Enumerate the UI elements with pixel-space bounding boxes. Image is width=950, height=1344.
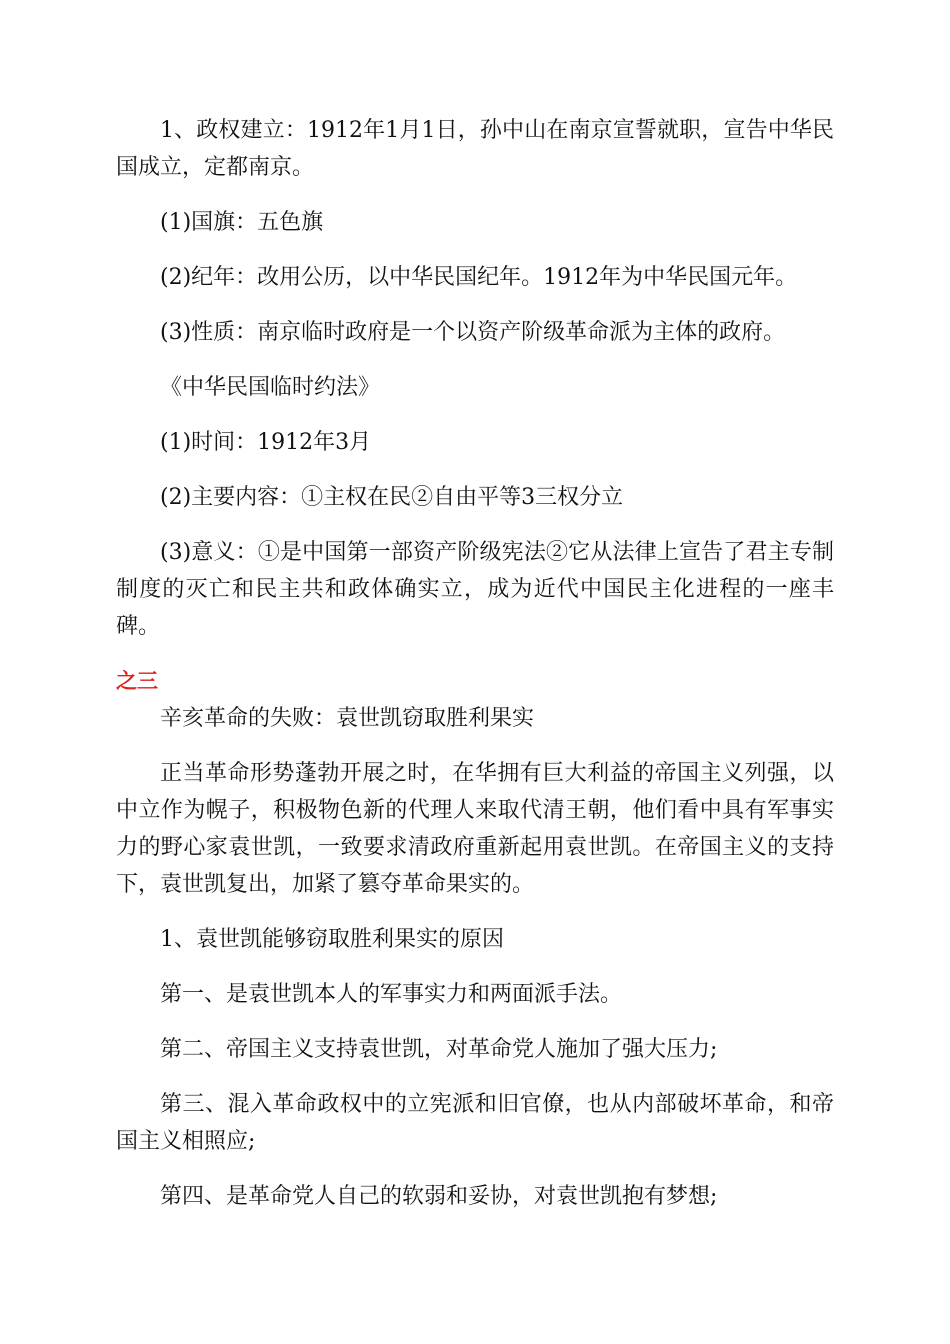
- paragraph-revolution-situation: 正当革命形势蓬勃开展之时，在华拥有巨大利益的帝国主义列强，以中立作为幌子，积极物色新的代理人来取代清王朝，他们看中具有军事实力的野心家袁世凯，一致要求清政府重新起用袁世凯。在帝国主义的支持下，袁世凯复出，加紧了篡夺革命果实的。: [116, 761, 834, 897]
- paragraph-provisional-constitution: 《中华民国临时约法》: [160, 375, 381, 400]
- paragraph-failure-title: 辛亥革命的失败：袁世凯窃取胜利果实: [160, 706, 535, 731]
- paragraph-calendar: (2)纪年：改用公历，以中华民国纪年。1912年为中华民国元年。: [160, 265, 798, 290]
- paragraph-reasons-title: 1、袁世凯能够窃取胜利果实的原因: [160, 927, 504, 952]
- paragraph-reason-3: 第三、混入革命政权中的立宪派和旧官僚，也从内部破坏革命，和帝国主义相照应;: [116, 1092, 834, 1154]
- paragraph-nature: (3)性质：南京临时政府是一个以资产阶级革命派为主体的政府。: [160, 320, 786, 345]
- paragraph-reason-4: 第四、是革命党人自己的软弱和妥协，对袁世凯抱有梦想;: [160, 1184, 718, 1209]
- paragraph-reason-1: 第一、是袁世凯本人的军事实力和两面派手法。: [160, 982, 623, 1007]
- section-heading-3: 之三: [116, 669, 158, 693]
- paragraph-main-content: (2)主要内容：①主权在民②自由平等3三权分立: [160, 485, 624, 510]
- document-body: [116, 112, 834, 1215]
- paragraph-reason-2: 第二、帝国主义支持袁世凯，对革命党人施加了强大压力;: [160, 1037, 718, 1062]
- paragraph-significance: (3)意义：①是中国第一部资产阶级宪法②它从法律上宣告了君主专制制度的灭亡和民主共和政体确实立，成为近代中国民主化进程的一座丰碑。: [116, 540, 834, 639]
- paragraph-regime-established: 1、政权建立：1912年1月1日，孙中山在南京宣誓就职，宣告中华民国成立，定都南京。: [116, 118, 834, 180]
- paragraph-time: (1)时间：1912年3月: [160, 430, 372, 455]
- paragraph-national-flag: (1)国旗：五色旗: [160, 210, 324, 235]
